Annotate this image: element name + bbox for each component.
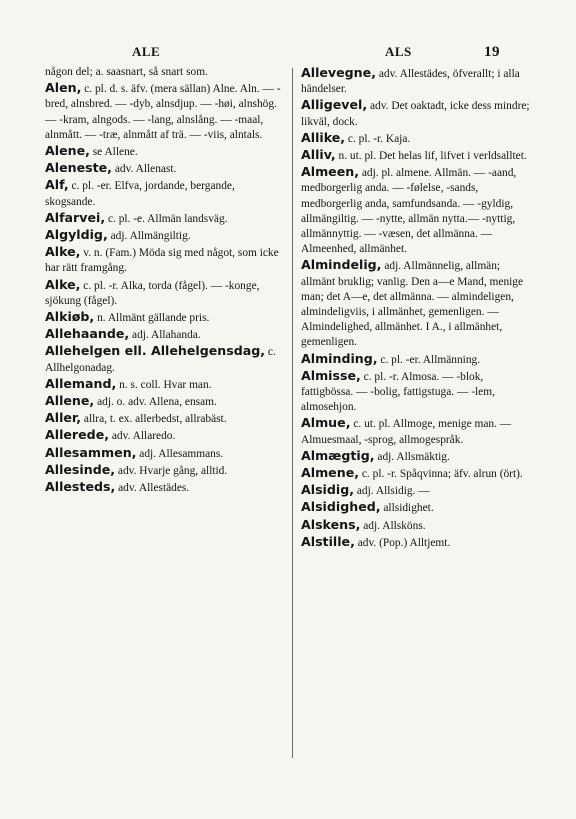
entry-headword: Almindelig, bbox=[301, 257, 382, 273]
dictionary-entry bbox=[45, 177, 287, 209]
dictionary-entry bbox=[45, 479, 287, 496]
entry-headword: Almene, bbox=[301, 465, 360, 481]
entry-headword: Allesinde, bbox=[45, 461, 116, 477]
column-divider bbox=[292, 68, 293, 758]
dictionary-entry bbox=[45, 160, 287, 177]
dictionary-entry bbox=[45, 210, 287, 227]
dictionary-entry bbox=[45, 326, 287, 343]
entry-definition: c. pl. -e. Allmän landsväg. bbox=[105, 212, 228, 225]
dictionary-entry bbox=[45, 343, 287, 375]
entry-definition: v. n. (Fam.) Möda sig med något, som icke har rätt framgång. bbox=[45, 247, 279, 275]
dictionary-entry bbox=[45, 376, 287, 393]
running-header bbox=[0, 44, 576, 64]
dictionary-entry bbox=[301, 257, 532, 350]
dictionary-entry bbox=[45, 65, 287, 80]
entry-headword: Allerede, bbox=[45, 427, 110, 443]
dictionary-entry bbox=[45, 410, 287, 427]
entry-definition: c. pl. -r. Spåqvinna; äfv. alrun (ört). bbox=[359, 468, 523, 481]
header-left-guideword: ALE bbox=[132, 44, 161, 59]
dictionary-entry bbox=[301, 534, 532, 551]
entry-headword: Alen, bbox=[45, 80, 82, 96]
dictionary-entry bbox=[301, 368, 532, 416]
dictionary-entry bbox=[45, 393, 287, 410]
entry-definition: adv. Hvarje gång, alltid. bbox=[115, 464, 228, 477]
entry-headword: Almue, bbox=[301, 415, 351, 431]
entry-definition: adj. Allesammans. bbox=[136, 447, 224, 460]
dictionary-entry bbox=[45, 309, 287, 326]
entry-definition: adv. Allestädes. bbox=[115, 482, 190, 495]
entry-definition: c. pl. d. s. äfv. (mera sällan) Alne. Aln. — -bred, alnsbred. — -dyb, alnsdjup. — -høi, alnshög. — -kram, alngods. — -lang, alnslång. — -maal, alnmått. — -træ, alnmått af trä. — -viis, alntals. bbox=[45, 83, 281, 141]
entry-headword: Allene, bbox=[45, 393, 95, 409]
entry-definition: adv. (Pop.) Alltjemt. bbox=[354, 536, 451, 549]
entry-headword: Alfarvei, bbox=[45, 209, 106, 225]
dictionary-entry bbox=[45, 227, 287, 244]
dictionary-entry bbox=[301, 147, 532, 164]
entry-headword: Allemand, bbox=[45, 375, 117, 391]
entry-definition: c. pl. -r. Kaja. bbox=[345, 132, 411, 145]
entry-headword: Aleneste, bbox=[45, 160, 112, 176]
entry-definition: någon del; a. saasnart, så snart som. bbox=[45, 66, 208, 78]
dictionary-entry bbox=[45, 462, 287, 479]
entry-definition: se Allene. bbox=[89, 146, 138, 159]
dictionary-entry bbox=[301, 97, 532, 129]
entry-headword: Alskens, bbox=[301, 516, 361, 532]
dictionary-entry bbox=[301, 499, 532, 516]
entry-definition: allra, t. ex. allerbedst, allrabäst. bbox=[81, 413, 227, 426]
entry-headword: Alstille, bbox=[301, 533, 355, 549]
entry-definition: adj. pl. almene. Allmän. — -aand, medborgerlig anda. — -følelse, -sands, medborgerlig anda, samfundsanda. — -gyldig, allmängiltig. — -nytte, allmän nytta.— -nyttig, allmännyttig. — -væsen, det allmänna. — Almeenhed, allmänhet. bbox=[301, 167, 517, 256]
entry-definition: n. ut. pl. Det helas lif, lifvet i verldsalltet. bbox=[335, 150, 527, 163]
entry-headword: Alf, bbox=[45, 177, 69, 193]
entry-headword: Almeen, bbox=[301, 164, 360, 180]
entry-headword: Alliv, bbox=[301, 147, 336, 163]
dictionary-entry bbox=[45, 445, 287, 462]
dictionary-entry bbox=[45, 244, 287, 276]
entry-definition: c. pl. -r. Alka, torda (fågel). — -konge, sjökung (fågel). bbox=[45, 279, 260, 307]
dictionary-entry bbox=[45, 143, 287, 160]
dictionary-entry bbox=[301, 482, 532, 499]
entry-definition: c. ut. pl. Allmoge, menige man. — Almuesmaal, -sprog, allmogespråk. bbox=[301, 418, 512, 446]
dictionary-entry bbox=[301, 415, 532, 447]
dictionary-entry bbox=[45, 277, 287, 309]
entry-headword: Aller, bbox=[45, 410, 82, 426]
entry-definition: adj. Allsköns. bbox=[360, 519, 426, 532]
entry-headword: Allehaande, bbox=[45, 326, 130, 342]
entry-definition: adv. Allaredo. bbox=[109, 430, 176, 443]
dictionary-entry bbox=[301, 465, 532, 482]
entry-definition: adv. Allestädes, öfverallt; i alla händelser. bbox=[301, 68, 520, 96]
entry-definition: adj. Allahanda. bbox=[129, 329, 201, 342]
entry-headword: Alke, bbox=[45, 244, 81, 260]
entry-definition: adj. o. adv. Allena, ensam. bbox=[94, 396, 217, 409]
dictionary-entry bbox=[301, 130, 532, 147]
entry-headword: Allesteds, bbox=[45, 479, 116, 495]
entry-headword: Allehelgen ell. Allehelgensdag, bbox=[45, 343, 266, 359]
entry-definition: adj. Allmängiltig. bbox=[107, 230, 191, 243]
entry-headword: Allesammen, bbox=[45, 444, 137, 460]
entry-headword: Algyldig, bbox=[45, 227, 108, 243]
entry-headword: Alminding, bbox=[301, 350, 378, 366]
left-column bbox=[45, 65, 287, 496]
dictionary-entry bbox=[301, 351, 532, 368]
entry-definition: c. pl. -r. Almosa. — -blok, fattigbössa. — -bolig, fattigstuga. — -lem, almosehjon. bbox=[301, 370, 495, 414]
entry-definition: allsidighet. bbox=[380, 502, 434, 515]
entry-headword: Alsidighed, bbox=[301, 499, 381, 515]
header-right-guideword: ALS bbox=[385, 44, 412, 59]
entry-definition: n. Allmänt gällande pris. bbox=[94, 312, 210, 325]
entry-definition: c. Allhelgonadag. bbox=[45, 346, 276, 374]
entry-headword: Almægtig, bbox=[301, 447, 375, 463]
dictionary-entry bbox=[301, 164, 532, 257]
entry-headword: Alkiøb, bbox=[45, 309, 95, 325]
entry-headword: Alsidig, bbox=[301, 482, 355, 498]
entry-headword: Allevegne, bbox=[301, 65, 376, 80]
right-column bbox=[301, 65, 532, 551]
entry-definition: adj. Allsmäktig. bbox=[374, 450, 450, 463]
entry-definition: adv. Allenast. bbox=[111, 163, 177, 176]
dictionary-entry bbox=[45, 427, 287, 444]
entry-definition: c. pl. -er. Elfva, jordande, bergande, skogsande. bbox=[45, 180, 235, 208]
dictionary-entry bbox=[301, 448, 532, 465]
entry-headword: Alke, bbox=[45, 276, 81, 292]
entry-definition: c. pl. -er. Allmänning. bbox=[377, 353, 481, 366]
entry-definition: adj. Allsidig. — bbox=[354, 485, 430, 498]
dictionary-entry bbox=[301, 517, 532, 534]
dictionary-entry bbox=[45, 80, 287, 143]
entry-headword: Alene, bbox=[45, 143, 90, 159]
dictionary-entry bbox=[301, 65, 532, 97]
entry-definition: n. s. coll. Hvar man. bbox=[116, 378, 212, 391]
entry-headword: Allike, bbox=[301, 129, 346, 145]
entry-headword: Almisse, bbox=[301, 367, 361, 383]
entry-definition: adj. Allmännelig, allmän; allmänt bruklig; vanlig. Den a—e Mand, menige man; det A—e, det allmänna. — almindeligen, almindeligviis, i allmänhet, gemenligen. — Almindelighed, allmänhet. I A., i allmänhet, gemenligen. bbox=[301, 260, 524, 349]
entry-definition: adv. Det oaktadt, icke dess mindre; likväl, dock. bbox=[301, 100, 530, 128]
page-number: 19 bbox=[484, 44, 500, 60]
entry-headword: Alligevel, bbox=[301, 97, 368, 113]
